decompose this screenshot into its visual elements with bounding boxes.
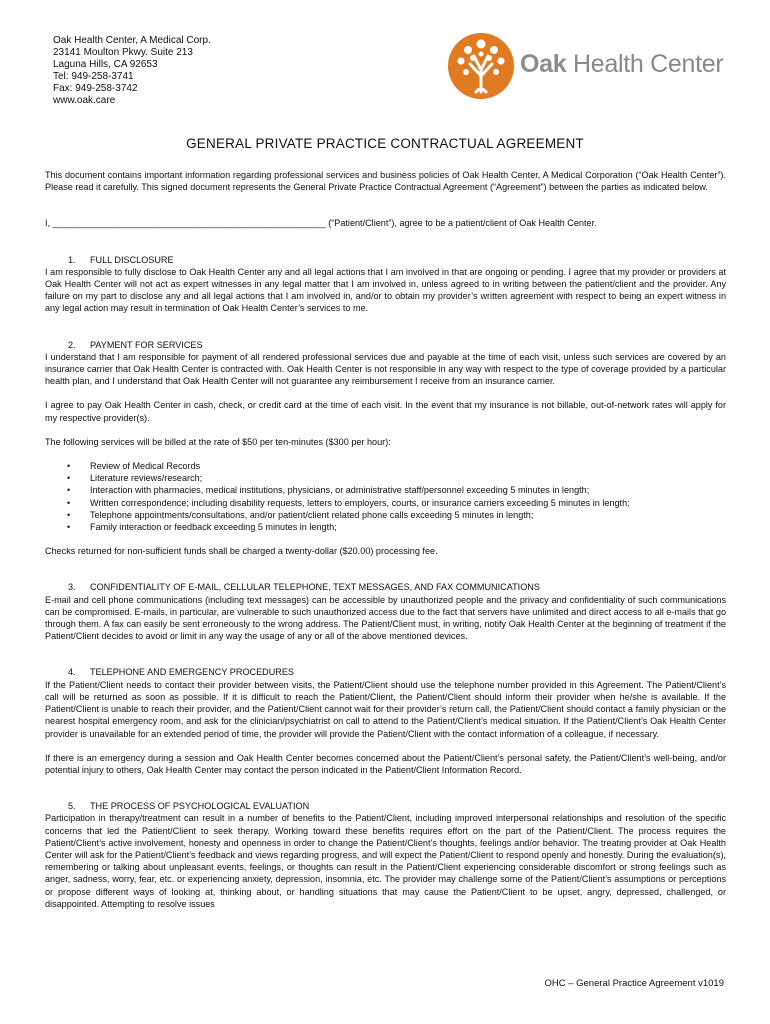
address-line: www.oak.care	[53, 95, 116, 106]
list-item: • Review of Medical Records	[45, 460, 726, 472]
section-paragraph: Checks returned for non-sufficient funds shall be charged a twenty-dollar ($20.00) processing fee.	[45, 546, 438, 557]
list-item: • Literature reviews/research;	[45, 472, 726, 484]
section-paragraph: The following services will be billed at the rate of $50 per ten-minutes ($300 per hour):	[45, 436, 391, 447]
list-item: • Family interaction or feedback exceeding 5 minutes in length;	[45, 521, 726, 533]
logo-wordmark	[520, 50, 723, 79]
clinic-address	[53, 35, 211, 107]
list-item: • Written correspondence; including disability requests, letters to employers, courts, or insurance carriers exceeding 5 minutes in length;	[45, 497, 726, 509]
section-title: TELEPHONE AND EMERGENCY PROCEDURES	[90, 667, 294, 678]
section-paragraph: I understand that I am responsible for payment of all rendered professional services due and payable at the time of each visit, unless such services are covered by an insurance carrier that Oak Health Center is contracted with. Oak Health Center is not responsible in any way with respect to the type of coverage provided by a particular health plan, and I understand that Oak Health Center will not guarantee any reimbursement I receive from an insurance carrier.	[45, 351, 726, 387]
section-number: 2.	[68, 339, 76, 350]
oak-health-center-logo	[446, 30, 736, 102]
address-line: Oak Health Center, A Medical Corp.	[53, 35, 211, 46]
list-item: • Interaction with pharmacies, medical institutions, physicians, or administrative staff/personnel exceeding 5 minutes in length;	[45, 484, 726, 496]
address-line: Fax: 949-258-3742	[53, 83, 138, 94]
agreement-body	[45, 169, 726, 910]
section-heading	[68, 581, 726, 593]
section-heading	[68, 800, 726, 812]
list-item: • Telephone appointments/consultations, and/or patient/client related phone calls exceeding 5 minutes in length;	[45, 509, 726, 521]
section-heading	[68, 254, 726, 266]
section-number: 1.	[68, 254, 76, 265]
logo-bold-word: Oak	[520, 50, 567, 78]
section-paragraph: If the Patient/Client needs to contact their provider between visits, the Patient/Client should use the telephone number provided in this Agreement. The Patient/Client’s call will be returned as soon as possible. If it is difficult to reach the Patient/Client, the Patient/Client should inform their provider when he/she is available. If the Patient/Client is unable to reach their provider, and the Patient/Client cannot wait for their provider’s return call, the Patient/Client should contact a family physician or the nearest hospital emergency room, and ask for the clinician/psychiatrist on call to attend to the Patient/Client’s medical situation. If the Patient/Client’s Oak Health Center provider is unavailable for an extended period of time, the provider will provide the Patient/Client with the contact information of a colleague, if necessary.	[45, 679, 726, 739]
address-line: Tel: 949-258-3741	[53, 71, 134, 82]
intro-paragraph: This document contains important information regarding professional services and business policies of Oak Health Center, A Medical Corporation (“Oak Health Center”). Please read it carefully. This signed document represents the General Private Practice Contractual Agreement (“Agreement”) between the parties as indicated below.	[45, 170, 726, 193]
patient-name-line: I, ______________________________________________________ (“Patient/Client”), agree to be a patient/client of Oak Health Center.	[45, 218, 597, 229]
section-paragraph: E-mail and cell phone communications (including text messages) can be accessible by unauthorized people and the privacy and confidentiality of such communications can be compromised. E-mails, in particular, are vulnerable to such unauthorized access due to the fact that servers have unlimited and direct access to all e-mails that go through them. A fax can easily be sent erroneously to the wrong address. The Patient/Client must, in writing, notify Oak Health Center at the beginning of treatment if the Patient/Client decides to avoid or limit in any way the usage of any or all of the above mentioned devices.	[45, 594, 726, 642]
section-paragraph: I agree to pay Oak Health Center in cash, check, or credit card at the time of each visit. In the event that my insurance is not billable, out-of-network rates will apply for my respective provider(s).	[45, 400, 726, 423]
section-paragraph: I am responsible to fully disclose to Oak Health Center any and all legal actions that I am involved in that are ongoing or pending. I agree that my provider or providers at Oak Health Center will not act as expert witnesses in any legal matter that I am involved in, unless agreed to in writing between the patient/client and the provider. Any failure on my part to disclose any and all legal actions that I am involved in, and/or to obtain my provider’s written agreement with respect to being an expert witness in any legal action may result in termination of Oak Health Center’s services to me.	[45, 266, 726, 314]
section-title: CONFIDENTIALITY OF E-MAIL, CELLULAR TELEPHONE, TEXT MESSAGES, AND FAX COMMUNICATIONS	[90, 582, 540, 593]
document-title: GENERAL PRIVATE PRACTICE CONTRACTUAL AGREEMENT	[186, 136, 584, 151]
billable-services-list	[45, 460, 726, 533]
section-number: 4.	[68, 667, 76, 678]
section-number: 5.	[68, 801, 76, 812]
section-heading	[68, 339, 726, 351]
section-title: THE PROCESS OF PSYCHOLOGICAL EVALUATION	[90, 801, 310, 812]
document-footer: OHC – General Practice Agreement v1019	[544, 978, 724, 989]
address-line: 23141 Moulton Pkwy. Suite 213	[53, 47, 193, 58]
address-line: Laguna Hills, CA 92653	[53, 59, 158, 70]
section-paragraph: If there is an emergency during a session and Oak Health Center becomes concerned about the Patient/Client’s personal safety, the Patient/Client’s well-being, and/or potential injury to others, Oak Health Center may contact the person indicated in the Patient/Client Information Record.	[45, 752, 726, 775]
section-title: PAYMENT FOR SERVICES	[90, 339, 203, 350]
section-heading	[68, 666, 726, 678]
oak-tree-icon	[446, 30, 516, 102]
section-title: FULL DISCLOSURE	[90, 254, 174, 265]
logo-rest-words: Health Center	[566, 50, 724, 78]
section-number: 3.	[68, 582, 76, 593]
section-paragraph: Participation in therapy/treatment can result in a number of benefits to the Patient/Client, including improved interpersonal relationships and resolution of the specific concerns that led the Patient/Client to seek therapy. Working toward these benefits requires effort on the part of the Patient/Client. The process requires the Patient/Client’s active involvement, honesty and openness in order to change the Patient/Client’s thoughts, feelings and/or behavior. The treating provider at Oak Health Center will ask for the Patient/Client’s feedback and views regarding progress, and will expect the Patient/Client to respond openly and honestly. During the evaluation(s), remembering or talking about unpleasant events, feelings, or thoughts can result in the Patient/Client experiencing considerable discomfort or strong feelings such as anger, sadness, worry, fear, etc. or experiencing anxiety, depression, insomnia, etc. The provider may challenge some of the Patient/Client’s assumptions or perceptions or propose different ways of looking at, thinking about, or handling situations that may cause the Patient/Client to be upset, angry, depressed, challenged, or disappointed. Attempting to resolve issues	[45, 813, 726, 909]
